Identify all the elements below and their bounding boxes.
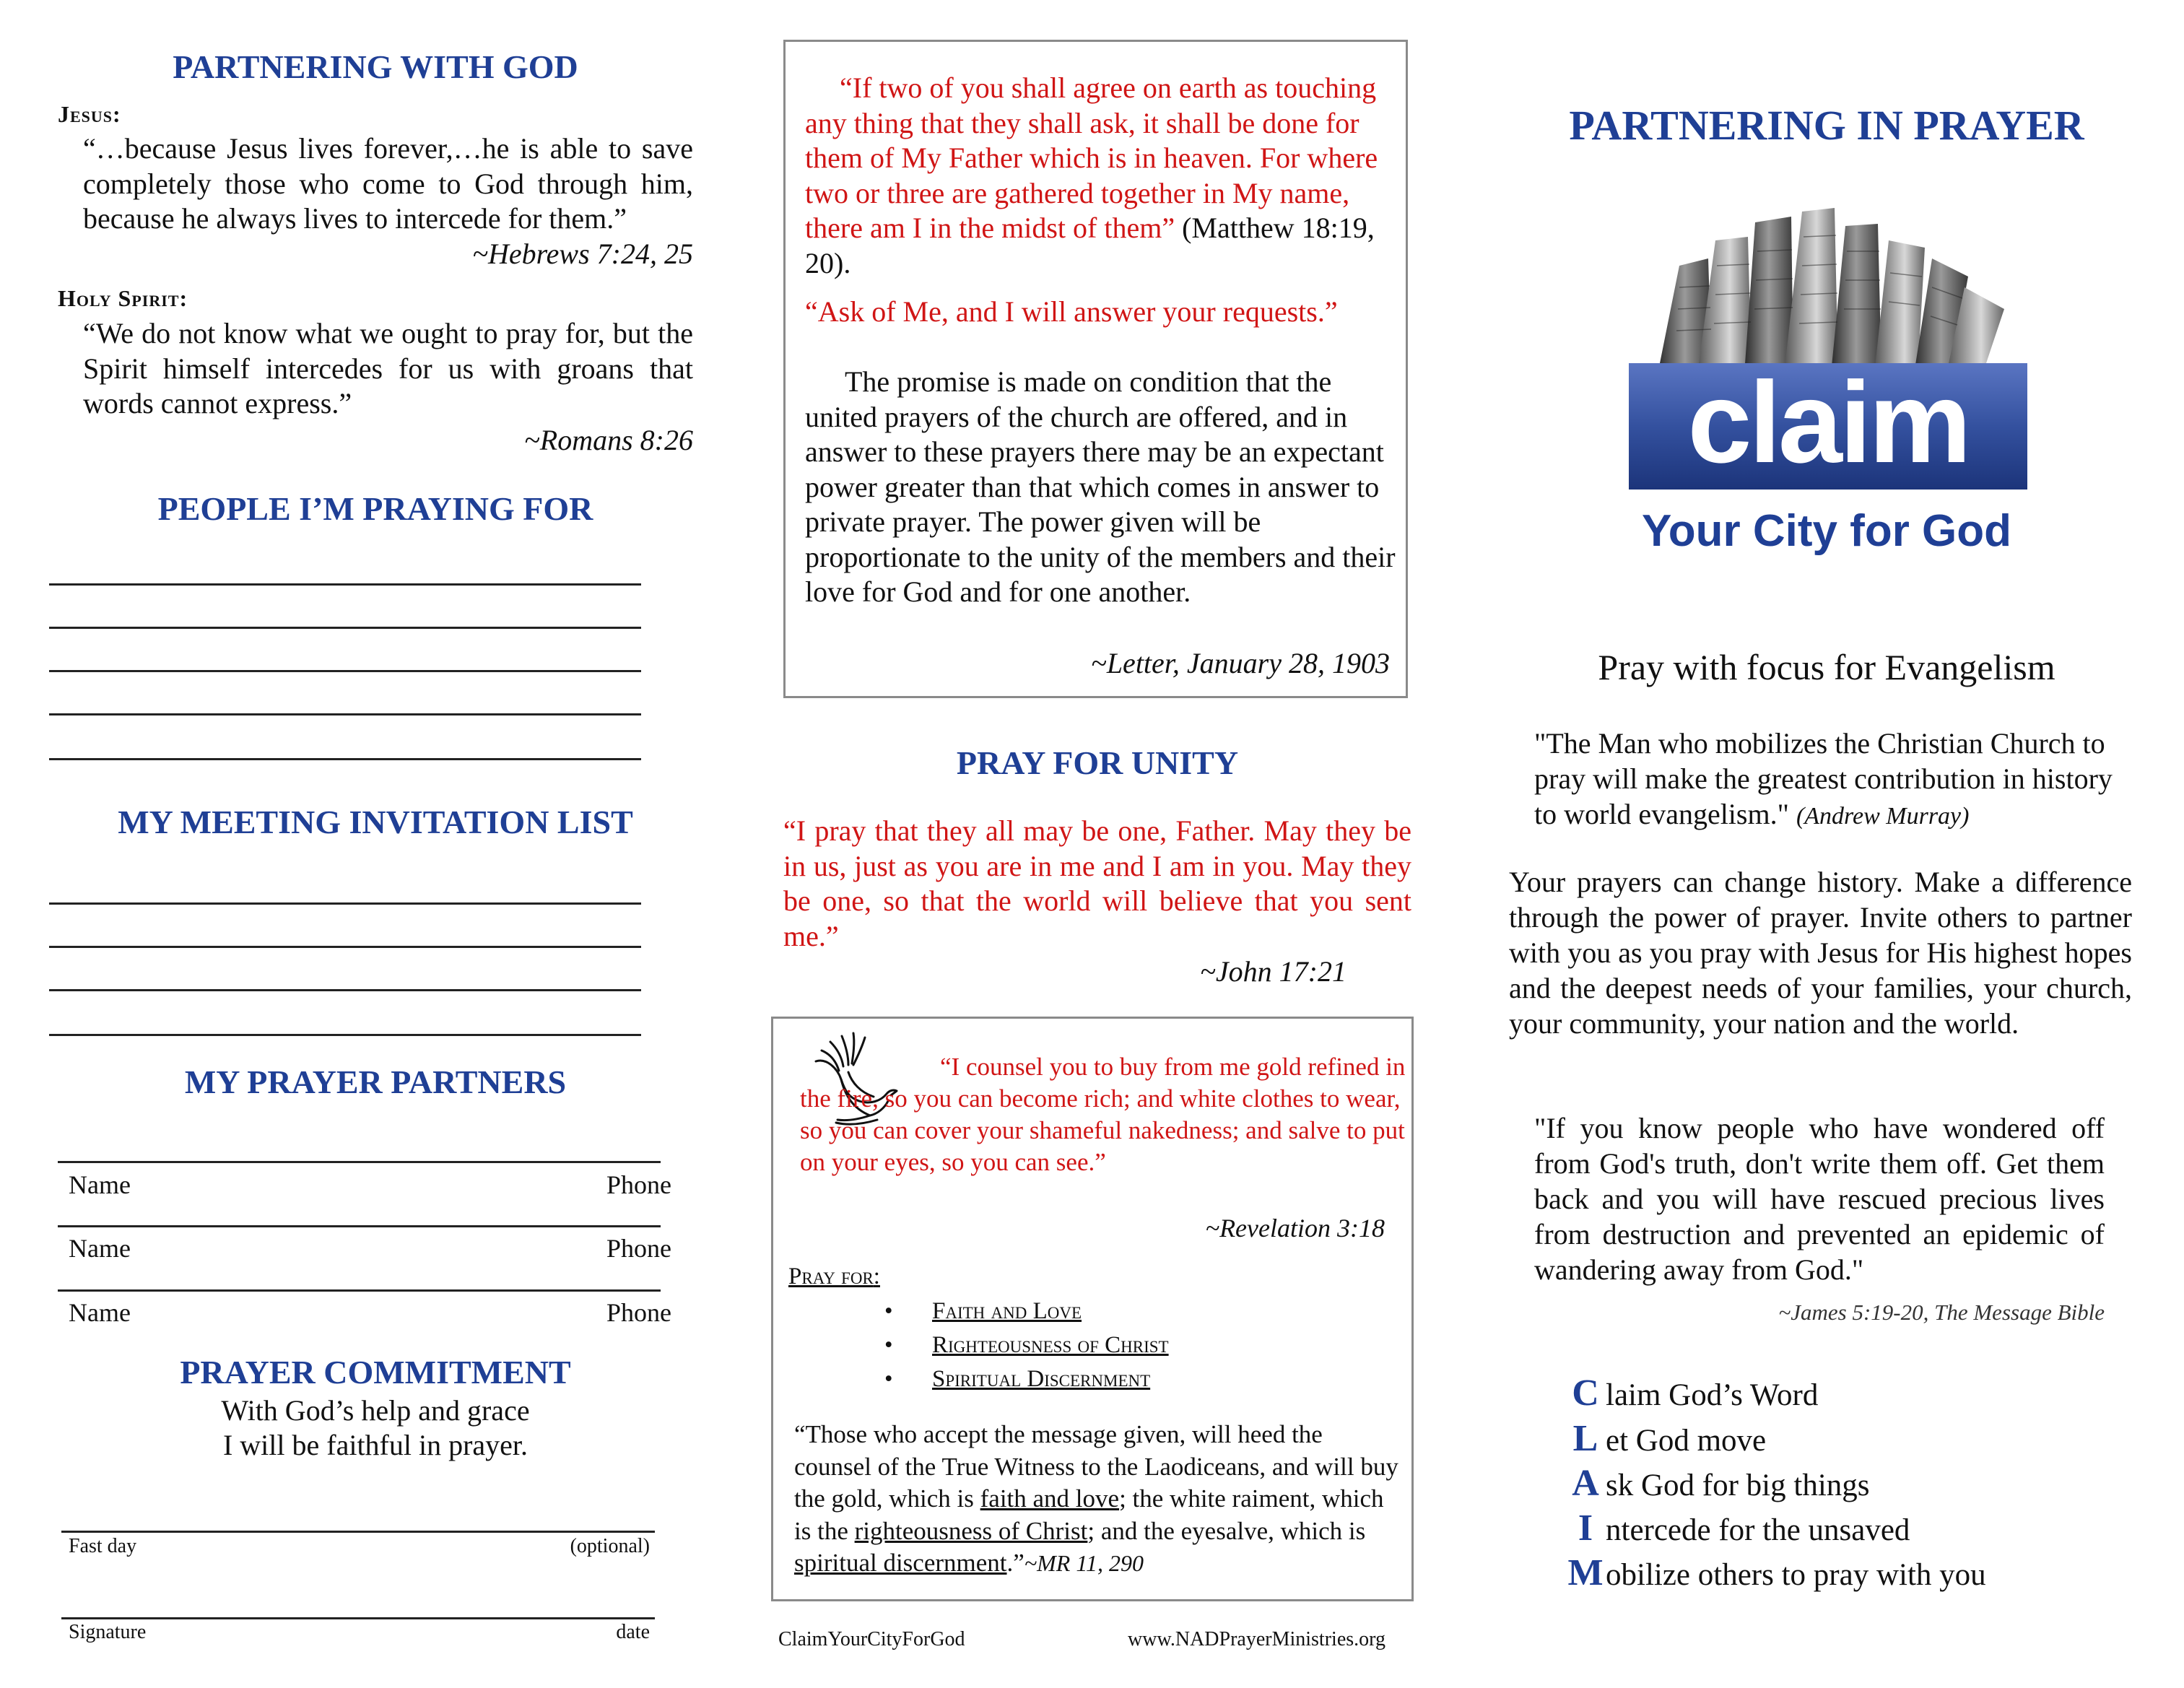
ask-of-me-quote: “Ask of Me, and I will answer your requests.” bbox=[805, 295, 1338, 328]
acrostic-text: ntercede for the unsaved bbox=[1606, 1513, 1910, 1547]
partnering-with-god-heading: PARTNERING WITH GOD bbox=[173, 48, 578, 85]
acrostic-letter: L bbox=[1572, 1418, 1598, 1459]
claim-logo bbox=[1629, 208, 2027, 490]
james-quote: "If you know people who have wondered off from God's truth, don't write them off. Get them back and you will have rescued precious lives from destruction and prevented an epidemic of wandering away from God." bbox=[1534, 1112, 2105, 1286]
partner-name-label: Name bbox=[69, 1170, 131, 1199]
pray-for-label: Pray for: bbox=[788, 1263, 880, 1289]
jesus-quote-reference: ~Hebrews 7:24, 25 bbox=[472, 238, 693, 270]
bullet-icon: • bbox=[884, 1332, 893, 1358]
people-write-line[interactable] bbox=[49, 583, 641, 586]
holy-spirit-quote: “We do not know what we ought to pray for, but the Spirit himself intercedes for us with groans that words cannot express.” bbox=[83, 317, 693, 419]
partnering-in-prayer-title: PARTNERING IN PRAYER bbox=[1569, 102, 2084, 149]
people-write-line[interactable] bbox=[49, 758, 641, 760]
footer-website-link[interactable]: www.NADPrayerMinistries.org bbox=[1128, 1628, 1385, 1650]
people-praying-for-heading: PEOPLE I’M PRAYING FOR bbox=[157, 490, 593, 527]
partner-write-line[interactable] bbox=[58, 1225, 661, 1227]
acrostic-letter: I bbox=[1578, 1508, 1593, 1549]
acrostic-item bbox=[1565, 1462, 1870, 1505]
invitation-write-line[interactable] bbox=[49, 989, 641, 991]
invitation-write-line[interactable] bbox=[49, 902, 641, 905]
invitation-write-line[interactable] bbox=[49, 946, 641, 948]
murray-reference: (Andrew Murray) bbox=[1796, 803, 1970, 830]
holy-spirit-label: Holy Spirit: bbox=[58, 285, 188, 311]
footer-hashtag: ClaimYourCityForGod bbox=[778, 1628, 965, 1650]
james-reference: ~James 5:19-20, The Message Bible bbox=[1778, 1300, 2105, 1325]
fast-day-label: Fast day bbox=[69, 1535, 137, 1557]
mr-reference: ~MR 11, 290 bbox=[1024, 1550, 1144, 1576]
date-label: date bbox=[616, 1621, 650, 1643]
letter-reference: ~Letter, January 28, 1903 bbox=[1091, 647, 1390, 679]
promise-paragraph: The promise is made on condition that the united prayers of the church are offered, and in answer to these prayers there may be an expectant power greater than that which comes in answer to private prayer. The power given will be proportionate to the unity of the members and their love for God and for one another. bbox=[805, 365, 1396, 608]
revelation-reference: ~Revelation 3:18 bbox=[1205, 1214, 1385, 1243]
mr-quote: “Those who accept the message given, will heed the counsel of the True Witness to the Laodiceans, and will buy the gold, which is faith and love; the white raiment, which is the righteousness of Christ; and the eyesalve, which is spiritual discernment.”~MR 11, 290 bbox=[794, 1420, 1398, 1577]
bullet-icon: • bbox=[884, 1298, 893, 1324]
faith-and-love-link: faith and love bbox=[980, 1484, 1120, 1513]
prayer-commitment-heading: PRAYER COMMITMENT bbox=[180, 1354, 571, 1391]
pray-for-item-label: Spiritual Discernment bbox=[932, 1366, 1151, 1392]
acrostic-item bbox=[1565, 1417, 1766, 1460]
signature-line[interactable] bbox=[61, 1617, 655, 1619]
partner-phone-label: Phone bbox=[606, 1298, 671, 1327]
invitation-list-heading: MY MEETING INVITATION LIST bbox=[118, 804, 633, 840]
acrostic-item bbox=[1565, 1507, 1910, 1549]
invitation-write-line[interactable] bbox=[49, 1034, 641, 1036]
murray-quote: "The Man who mobilizes the Christian Church to pray will make the greatest contribution in history to world evangelism." (Andrew Murray) bbox=[1534, 727, 2113, 830]
tagline: Your City for God bbox=[1641, 506, 2012, 556]
partner-phone-label: Phone bbox=[606, 1234, 671, 1263]
acrostic-letter: C bbox=[1572, 1372, 1599, 1414]
fast-day-line[interactable] bbox=[61, 1531, 655, 1533]
discernment-link: spiritual discernment bbox=[794, 1549, 1007, 1577]
acrostic-letter: M bbox=[1567, 1552, 1604, 1593]
people-write-line[interactable] bbox=[49, 627, 641, 629]
city-skyline-icon bbox=[1658, 208, 2004, 374]
acrostic-text: obilize others to pray with you bbox=[1606, 1558, 1986, 1592]
pray-for-unity-heading: PRAY FOR UNITY bbox=[956, 744, 1239, 781]
acrostic-item bbox=[1565, 1552, 1986, 1594]
partner-name-label: Name bbox=[69, 1234, 131, 1263]
matthew-quote-text: “If two of you shall agree on earth as touching any thing that they shall ask, it shall be done for them of My Father which is in heaven. For where two or three are gathered together in My name, there am I in the midst of them” bbox=[805, 71, 1378, 244]
jesus-quote: “…because Jesus lives forever,…he is able to save completely those who come to God through him, because he always lives to intercede for them.” bbox=[83, 132, 693, 235]
righteousness-link: righteousness of Christ bbox=[854, 1516, 1088, 1545]
signature-label: Signature bbox=[69, 1621, 147, 1643]
prayer-commitment-text bbox=[43, 1393, 708, 1463]
acrostic-item bbox=[1565, 1372, 1818, 1414]
unity-quote-reference: ~John 17:21 bbox=[1200, 955, 1346, 988]
change-history-paragraph: Your prayers can change history. Make a difference through the power of prayer. Invite others to partner with you as you pray with Jesus for His highest hopes and the deepest needs of your families, your church, your community, your nation and the world. bbox=[1509, 866, 2132, 1040]
pray-for-item-label: Faith and Love bbox=[932, 1298, 1082, 1324]
unity-quote: “I pray that they all may be one, Father. May they be in us, just as you are in me and I am in you. May they be one, so that the world will believe that you sent me.” bbox=[783, 814, 1411, 952]
acrostic-text: laim God’s Word bbox=[1606, 1378, 1819, 1412]
commitment-line-1: With God’s help and grace bbox=[221, 1394, 530, 1427]
partner-write-line[interactable] bbox=[58, 1161, 661, 1163]
jesus-label: Jesus: bbox=[58, 101, 121, 127]
matthew-quote bbox=[805, 71, 1397, 281]
commitment-line-2: I will be faithful in prayer. bbox=[222, 1429, 528, 1461]
partner-phone-label: Phone bbox=[606, 1170, 671, 1199]
matthew-quote-reference: (Matthew 18:19, 20). bbox=[805, 212, 1375, 279]
acrostic-text: et God move bbox=[1606, 1424, 1767, 1458]
partner-name-label: Name bbox=[69, 1298, 131, 1327]
revelation-quote: “I counsel you to buy from me gold refined in the fire, so you can become rich; and white clothes to wear, so you can cover your shameful nakedness; and salve to put on your eyes, so you can see.” bbox=[800, 1053, 1406, 1176]
people-write-line[interactable] bbox=[49, 670, 641, 672]
acrostic-letter: A bbox=[1572, 1463, 1599, 1504]
fast-day-optional-label: (optional) bbox=[570, 1535, 650, 1557]
holy-spirit-quote-reference: ~Romans 8:26 bbox=[524, 424, 693, 456]
pray-for-item-label: Righteousness of Christ bbox=[932, 1332, 1169, 1358]
acrostic-text: sk God for big things bbox=[1606, 1469, 1870, 1502]
bullet-icon: • bbox=[884, 1366, 893, 1392]
evangelism-focus-heading: Pray with focus for Evangelism bbox=[1598, 647, 2055, 687]
partner-write-line[interactable] bbox=[58, 1289, 661, 1292]
prayer-partners-heading: MY PRAYER PARTNERS bbox=[184, 1063, 567, 1100]
logo-word: claim bbox=[1687, 357, 1969, 487]
people-write-line[interactable] bbox=[49, 713, 641, 715]
